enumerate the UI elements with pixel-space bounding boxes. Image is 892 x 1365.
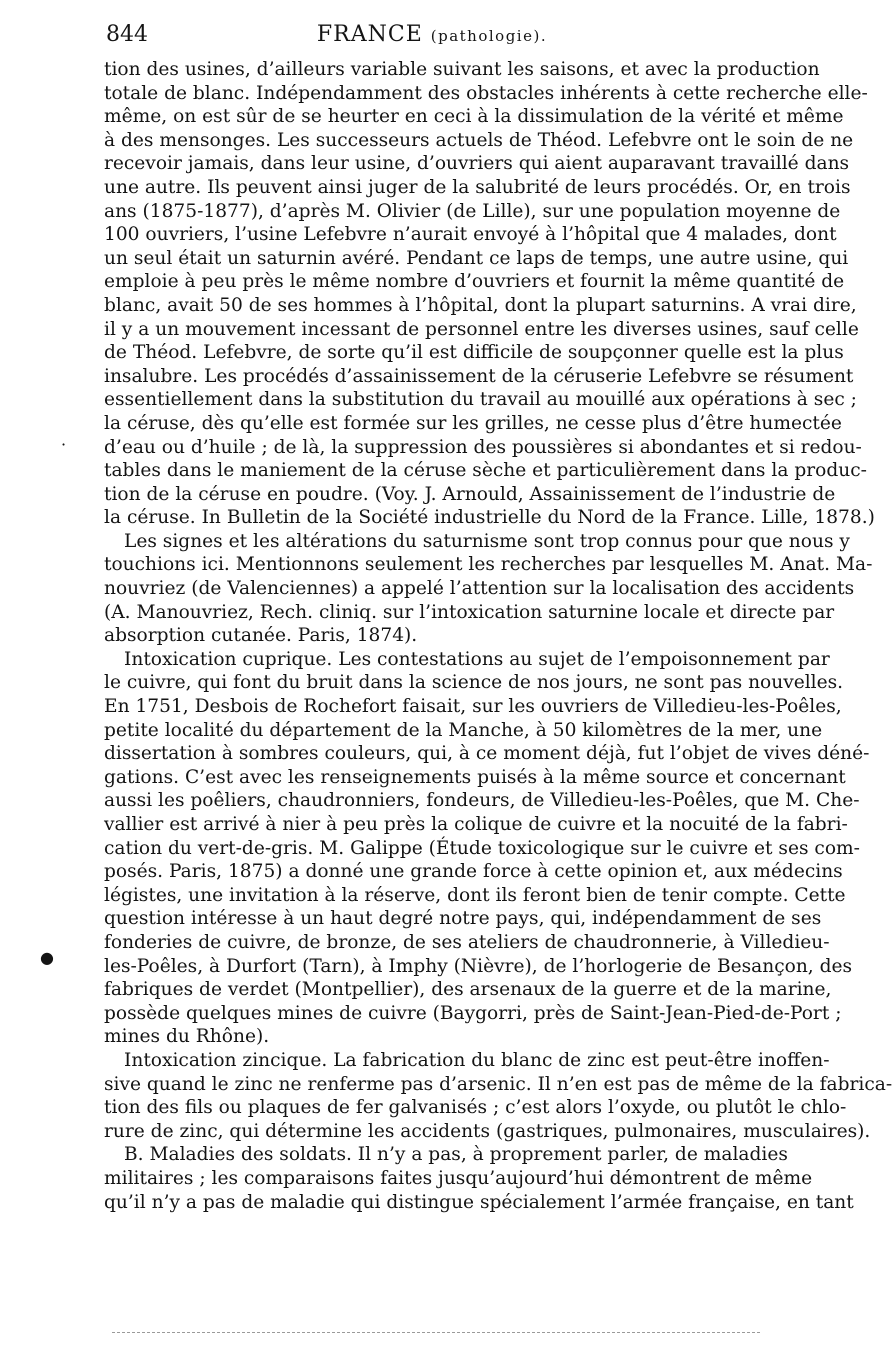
text-line: tion des usines, d’ailleurs variable suivant les saisons, et avec la production [104,59,820,80]
text-line: le cuivre, qui font du bruit dans la science de nos jours, ne sont pas nouvelles. [104,672,844,694]
text-line: d’eau ou d’huile ; de là, la suppression des poussières si abondantes et si redou- [104,436,862,458]
page-header [104,16,760,50]
text-line: sive quand le zinc ne renferme pas d’arsenic. Il n’en est pas de même de la fabrica- [104,1073,892,1095]
text-line: un seul était un saturnin avéré. Pendant ce laps de temps, une autre usine, qui [104,247,849,269]
text-line: la céruse. In Bulletin de la Société industrielle du Nord de la France. Lille, 1878.) [104,507,875,529]
text-line: Intoxication zincique. La fabrication du blanc de zinc est peut-être inoffen- [124,1049,830,1071]
text-line: il y a un mouvement incessant de personnel entre les diverses usines, sauf celle [104,318,859,340]
text-line: de Théod. Lefebvre, de sorte qu’il est difficile de soupçonner quelle est la plus [104,342,844,364]
text-line: une autre. Ils peuvent ainsi juger de la salubrité de leurs procédés. Or, en trois [104,176,851,198]
text-line: ans (1875-1877), d’après M. Olivier (de Lille), sur une population moyenne de [104,200,841,222]
text-line: Les signes et les altérations du saturnisme sont trop connus pour que nous y [124,530,850,552]
page-number: 844 [106,22,148,47]
running-head [104,22,760,47]
text-line: touchions ici. Mentionnons seulement les recherches par lesquelles M. Anat. Ma- [104,554,873,576]
text-line: tables dans le maniement de la céruse sèche et particulièrement dans la produc- [104,460,867,482]
text-line: à des mensonges. Les successeurs actuels de Théod. Lefebvre ont le soin de ne [104,129,854,151]
text-line: totale de blanc. Indépendamment des obstacles inhérents à cette recherche elle- [104,82,868,104]
text-line: En 1751, Desbois de Rochefort faisait, sur les ouvriers de Villedieu-les-Poêles, [104,696,842,718]
text-line: possède quelques mines de cuivre (Baygorri, près de Saint-Jean-Pied-de-Port ; [104,1002,842,1024]
text-line: légistes, une invitation à la réserve, dont ils feront bien de tenir compte. Cette [104,884,846,906]
text-line: même, on est sûr de se heurter en ceci à la dissimulation de la vérité et même [104,106,844,128]
margin-ink-blot-mark: ● [40,948,54,967]
text-line: petite localité du département de la Manche, à 50 kilomètres de la mer, une [104,719,823,741]
text-line: (A. Manouvriez, Rech. cliniq. sur l’intoxication saturnine locale et directe par [104,601,835,623]
text-line: question intéresse à un haut degré notre pays, qui, indépendamment de ses [104,908,822,930]
text-line: Intoxication cuprique. Les contestations au sujet de l’empoisonnement par [124,648,830,670]
running-head-subtitle: (pathologie). [430,27,548,45]
body-text [104,58,892,1214]
text-line: tion des fils ou plaques de fer galvanisés ; c’est alors l’oxyde, ou plutôt le chlo- [104,1097,847,1119]
text-line: la céruse, dès qu’elle est formée sur les grilles, ne cesse plus d’être humectée [104,412,842,434]
text-line: emploie à peu près le même nombre d’ouvriers et fournit la même quantité de [104,271,845,293]
text-line: blanc, avait 50 de ses hommes à l’hôpital, dont la plupart saturnins. A vrai dire, [104,294,857,316]
bottom-scan-rule [112,1332,760,1333]
text-line: qu’il n’y a pas de maladie qui distingue spécialement l’armée française, en tant [104,1191,854,1213]
text-line: posés. Paris, 1875) a donné une grande force à cette opinion et, aux médecins [104,861,843,883]
text-line: tion de la céruse en poudre. (Voy. J. Arnould, Assainissement de l’industrie de [104,483,836,505]
text-line: vallier est arrivé à nier à peu près la colique de cuivre et la nocuité de la fabri- [104,814,848,835]
text-line: mines du Rhône). [104,1026,270,1048]
text-line: militaires ; les comparaisons faites jusqu’aujourd’hui démontrent de même [104,1167,813,1189]
text-line: fabriques de verdet (Montpellier), des arsenaux de la guerre et de la marine, [104,979,832,1001]
text-line: B. Maladies des soldats. Il n’y a pas, à proprement parler, de maladies [124,1144,788,1166]
text-line: essentiellement dans la substitution du travail au mouillé aux opérations à sec ; [104,389,857,411]
text-line: absorption cutanée. Paris, 1874). [104,625,418,647]
text-line: nouvriez (de Valenciennes) a appelé l’attention sur la localisation des accidents [104,578,855,600]
text-line: 100 ouvriers, l’usine Lefebvre n’aurait envoyé à l’hôpital que 4 malades, dont [104,224,837,246]
running-head-title: FRANCE [316,22,423,47]
text-line: dissertation à sombres couleurs, qui, à ce moment déjà, fut l’objet de vives déné- [104,743,870,765]
margin-dot-mark: · [61,435,67,454]
text-line: aussi les poêliers, chaudronniers, fondeurs, de Villedieu-les-Poêles, que M. Che- [104,790,860,812]
text-line: cation du vert-de-gris. M. Galippe (Étude toxicologique sur le cuivre et ses com- [104,837,860,859]
text-line: fonderies de cuivre, de bronze, de ses ateliers de chaudronnerie, à Villedieu- [104,931,830,953]
text-line: recevoir jamais, dans leur usine, d’ouvriers qui aient auparavant travaillé dans [104,153,850,175]
text-line: les-Poêles, à Durfort (Tarn), à Imphy (Nièvre), de l’horlogerie de Besançon, des [104,955,853,977]
text-line: gations. C’est avec les renseignements puisés à la même source et concernant [104,766,846,788]
text-line: rure de zinc, qui détermine les accidents (gastriques, pulmonaires, musculaires). [104,1120,871,1142]
text-line: insalubre. Les procédés d’assainissement de la céruserie Lefebvre se résument [104,365,854,387]
